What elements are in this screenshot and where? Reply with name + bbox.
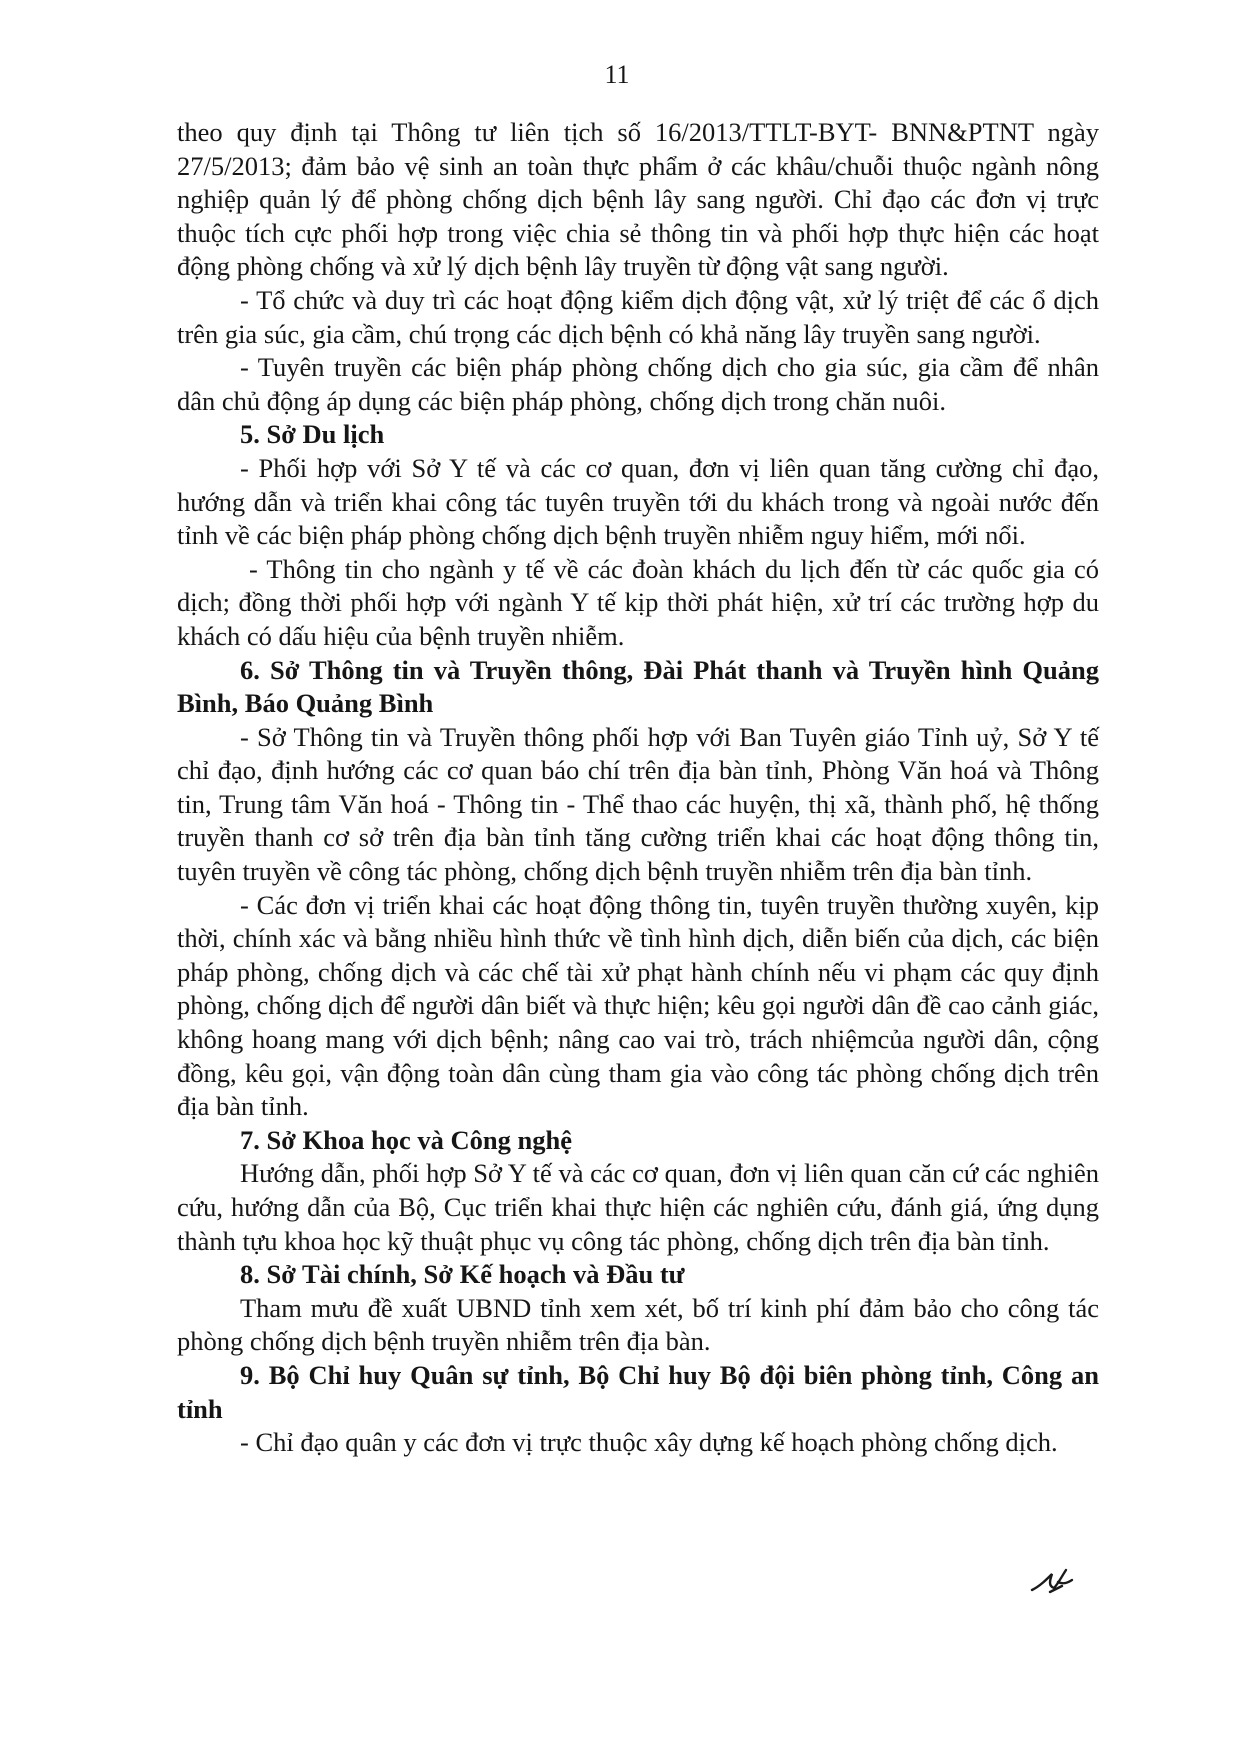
paragraph-military-medical: - Chỉ đạo quân y các đơn vị trực thuộc xây dựng kế hoạch phòng chống dịch. bbox=[240, 1427, 1058, 1458]
handwritten-initial bbox=[1028, 1566, 1076, 1596]
page-number: 11 bbox=[604, 60, 630, 89]
paragraph-media-coordination: - Sở Thông tin và Truyền thông phối hợp với Ban Tuyên giáo Tỉnh uỷ, Sở Y tế chỉ đạo, định hướng các cơ quan báo chí trên địa bàn tỉnh, Phòng Văn hoá và Thông tin, Trung tâm Văn hoá - Thông tin - Thể thao các huyện, thị xã, thành phố, hệ thống truyền thanh cơ sở trên địa bàn tỉnh tăng cường triển khai các hoạt động thông tin, tuyên truyền về công tác phòng, chống dịch bệnh truyền nhiễm trên địa bàn tỉnh. bbox=[177, 721, 1099, 887]
section-heading-science: 7. Sở Khoa học và Công nghệ bbox=[240, 1124, 573, 1155]
paragraph-finance-advice: Tham mưu đề xuất UBND tỉnh xem xét, bố trí kinh phí đảm bảo cho công tác phòng chống dịch bệnh truyền nhiễm trên địa bàn. bbox=[177, 1292, 1099, 1357]
section-heading-information-media: 6. Sở Thông tin và Truyền thông, Đài Phát thanh và Truyền hình Quảng Bình, Báo Quảng Bình bbox=[177, 654, 1099, 719]
paragraph-quarantine: - Tổ chức và duy trì các hoạt động kiểm dịch động vật, xử lý triệt để các ổ dịch trên gia súc, gia cầm, chú trọng các dịch bệnh có khả năng lây truyền sang người. bbox=[177, 284, 1099, 349]
paragraph-tourism-information: - Thông tin cho ngành y tế về các đoàn khách du lịch đến từ các quốc gia có dịch; đồng thời phối hợp với ngành Y tế kịp thời phát hiện, xử trí các trường hợp du khách có dấu hiệu của bệnh truyền nhiễm. bbox=[177, 553, 1099, 651]
section-heading-tourism: 5. Sở Du lịch bbox=[240, 419, 385, 450]
paragraph-tourism-coordination: - Phối hợp với Sở Y tế và các cơ quan, đơn vị liên quan tăng cường chỉ đạo, hướng dẫn và triển khai công tác tuyên truyền tới du khách trong và ngoài nước đến tỉnh về các biện pháp phòng chống dịch bệnh truyền nhiễm nguy hiểm, mới nổi. bbox=[177, 452, 1099, 551]
paragraph-agriculture-continued: theo quy định tại Thông tư liên tịch số 16/2013/TTLT-BYT- BNN&PTNT ngày 27/5/2013; đảm bảo vệ sinh an toàn thực phẩm ở các khâu/chuỗi thuộc ngành nông nghiệp quản lý để phòng chống dịch bệnh lây sang người. Chỉ đạo các đơn vị trực thuộc tích cực phối hợp trong việc chia sẻ thông tin và phối hợp thực hiện các hoạt động phòng chống và xử lý dịch bệnh lây truyền từ động vật sang người. bbox=[177, 117, 1099, 282]
document-body bbox=[177, 116, 1099, 1460]
section-heading-military-police: 9. Bộ Chỉ huy Quân sự tỉnh, Bộ Chỉ huy Bộ đội biên phòng tỉnh, Công an tỉnh bbox=[177, 1359, 1099, 1424]
paragraph-media-activities: - Các đơn vị triển khai các hoạt động thông tin, tuyên truyền thường xuyên, kịp thời, chính xác và bằng nhiều hình thức về tình hình dịch, diễn biến của dịch, các biện pháp phòng, chống dịch và các chế tài xử phạt hành chính nếu vi phạm các quy định phòng, chống dịch để người dân biết và thực hiện; kêu gọi người dân đề cao cảnh giác, không hoang mang với dịch bệnh; nâng cao vai trò, trách nhiệmcủa người dân, cộng đồng, kêu gọi, vận động toàn dân cùng tham gia vào công tác phòng chống dịch trên địa bàn tỉnh. bbox=[177, 889, 1099, 1122]
paragraph-livestock-propaganda: - Tuyên truyền các biện pháp phòng chống dịch cho gia súc, gia cầm để nhân dân chủ động áp dụng các biện pháp phòng, chống dịch trong chăn nuôi. bbox=[177, 352, 1099, 416]
section-heading-finance: 8. Sở Tài chính, Sở Kế hoạch và Đầu tư bbox=[240, 1259, 685, 1290]
paragraph-science-guidance: Hướng dẫn, phối hợp Sở Y tế và các cơ quan, đơn vị liên quan căn cứ các nghiên cứu, hướng dẫn của Bộ, Cục triển khai thực hiện các nghiên cứu, đánh giá, ứng dụng thành tựu khoa học kỹ thuật phục vụ công tác phòng, chống dịch trên địa bàn tỉnh. bbox=[177, 1158, 1099, 1256]
